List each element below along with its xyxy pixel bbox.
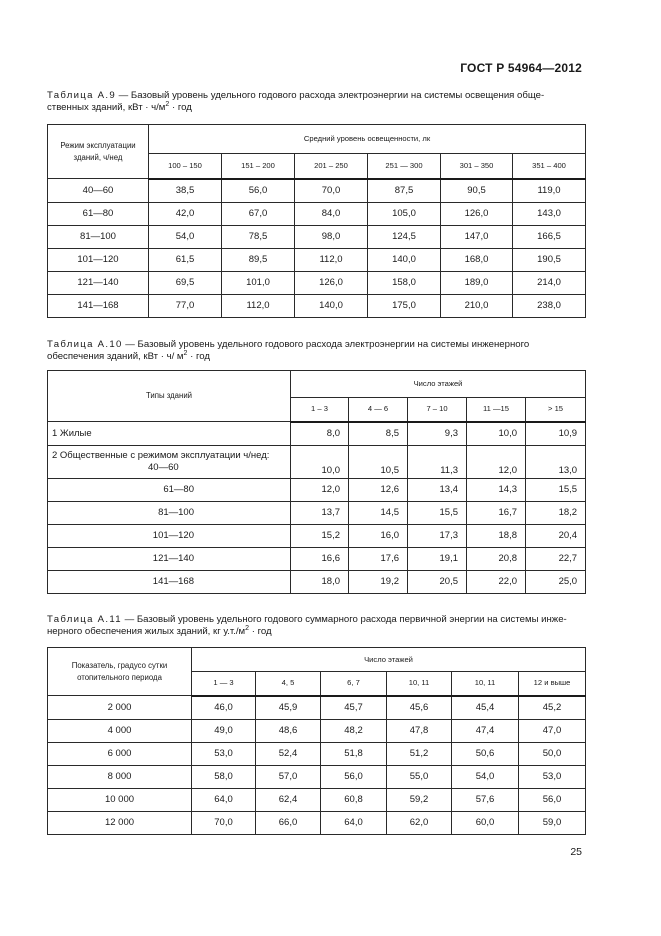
table-cell: 13,0 [526,445,586,478]
table-cell: 140,0 [368,248,441,271]
table-a9-caption [47,90,584,114]
table-cell: 70,0 [295,179,368,203]
table-cell: 19,1 [408,547,467,570]
table-cell: 18,8 [467,524,526,547]
table-cell: 54,0 [452,765,519,788]
table-cell: 56,0 [222,179,295,203]
table-cell: 87,5 [368,179,441,203]
table-row [48,445,586,478]
table-a9-group-header: Средний уровень освещенности, лк [149,125,586,154]
table-a10-col-header: 7 – 10 [408,398,467,422]
table-cell: 8,0 [291,422,349,446]
table-cell: 8,5 [349,422,408,446]
table-cell: 14,3 [467,478,526,501]
table-row [48,225,586,248]
table-cell: 16,6 [291,547,349,570]
table-a10-label: Таблица А.10 [47,339,123,350]
table-a9-col-header: 151 – 200 [222,154,295,179]
table-a11-title: — Базовый уровень удельного годового суммарного расхода первичной энергии на системы инже- [121,614,567,625]
table-cell: 12,0 [467,445,526,478]
table-cell: 16,7 [467,501,526,524]
table-cell: 56,0 [321,765,387,788]
table-cell: 12,0 [291,478,349,501]
table-cell: 45,9 [256,696,321,720]
table-cell: 47,0 [519,719,586,742]
table-row [48,271,586,294]
table-a10-col-header: 1 – 3 [291,398,349,422]
table-cell: 168,0 [441,248,513,271]
row-label: 2 000 [48,696,192,720]
row-label: 40—60 [48,179,149,203]
table-cell: 10,0 [467,422,526,446]
table-cell: 38,5 [149,179,222,203]
row-label: 141—168 [48,570,291,593]
table-a10-title: — Базовый уровень удельного годового расхода электроэнергии на системы инженерного [122,339,530,350]
table-row [48,788,586,811]
table-row [48,202,586,225]
table-cell: 10,9 [526,422,586,446]
table-a11 [47,647,586,835]
page-number: 25 [570,846,582,858]
table-cell: 64,0 [192,788,256,811]
table-cell: 9,3 [408,422,467,446]
table-a11-col-header: 12 и выше [519,672,586,696]
table-cell: 15,2 [291,524,349,547]
table-row [48,547,586,570]
table-cell: 15,5 [526,478,586,501]
table-a9-units: ственных зданий, кВт · ч/м [47,102,166,113]
table-cell: 140,0 [295,294,368,317]
table-cell: 19,2 [349,570,408,593]
table-cell: 53,0 [192,742,256,765]
table-cell: 52,4 [256,742,321,765]
table-cell: 70,0 [192,811,256,834]
public-buildings-heading: 2 Общественные с режимом эксплуатации ч/нед: [52,449,270,461]
table-a10-units-tail: · год [187,351,210,362]
table-cell: 42,0 [149,202,222,225]
table-cell: 101,0 [222,271,295,294]
table-cell: 166,5 [513,225,586,248]
table-cell: 112,0 [222,294,295,317]
table-cell: 67,0 [222,202,295,225]
table-cell: 98,0 [295,225,368,248]
table-cell: 54,0 [149,225,222,248]
table-cell: 15,5 [408,501,467,524]
table-a9-col-header: 251 — 300 [368,154,441,179]
table-cell: 25,0 [526,570,586,593]
table-cell: 89,5 [222,248,295,271]
table-cell: 124,5 [368,225,441,248]
table-a11-units-tail: · год [249,626,272,637]
table-cell: 20,4 [526,524,586,547]
table-cell: 11,3 [408,445,467,478]
table-cell: 90,5 [441,179,513,203]
table-row [48,570,586,593]
table-a11-units: нерного обеспечения жилых зданий, кг у.т./м [47,626,246,637]
table-a9-label: Таблица А.9 [47,90,116,101]
table-cell: 22,7 [526,547,586,570]
table-cell: 119,0 [513,179,586,203]
table-cell: 10,0 [291,445,349,478]
table-a10-col-header: 11 —15 [467,398,526,422]
table-a9 [47,124,586,318]
table-cell: 84,0 [295,202,368,225]
table-cell: 126,0 [295,271,368,294]
table-cell: 56,0 [519,788,586,811]
table-a11-col-header: 10, 11 [452,672,519,696]
table-cell: 69,5 [149,271,222,294]
table-a11-col-header: 10, 11 [387,672,452,696]
row-label: 121—140 [48,547,291,570]
table-row [48,248,586,271]
table-a10-caption [47,339,584,363]
table-a11-caption [47,614,584,638]
table-cell: 45,7 [321,696,387,720]
row-label: 1 Жилые [48,422,291,446]
table-cell: 58,0 [192,765,256,788]
table-cell: 47,8 [387,719,452,742]
row-label: 81—100 [48,501,291,524]
table-cell: 190,5 [513,248,586,271]
table-a9-units-tail: · год [169,102,192,113]
table-cell: 18,0 [291,570,349,593]
table-cell: 57,0 [256,765,321,788]
table-cell: 45,2 [519,696,586,720]
row-label: 101—120 [48,248,149,271]
table-a9-col-header: 301 – 350 [441,154,513,179]
row-label: 81—100 [48,225,149,248]
table-cell: 126,0 [441,202,513,225]
table-cell: 18,2 [526,501,586,524]
table-cell: 158,0 [368,271,441,294]
table-cell: 53,0 [519,765,586,788]
table-a10-units-sup: 2 [183,350,188,357]
table-cell: 238,0 [513,294,586,317]
table-row [48,179,586,203]
table-cell: 48,6 [256,719,321,742]
table-row [48,696,586,720]
table-cell: 62,4 [256,788,321,811]
table-cell: 55,0 [387,765,452,788]
table-cell: 45,6 [387,696,452,720]
table-a10-units: обеспечения зданий, кВт · ч/ м [47,351,184,362]
table-a10-row-residential [48,422,586,446]
table-a11-group-header: Число этажей [192,648,586,672]
table-a10-row-header: Типы зданий [48,371,291,422]
table-a9-col-header: 201 – 250 [295,154,368,179]
row-label-group [48,445,291,478]
row-label: 6 000 [48,742,192,765]
table-cell: 62,0 [387,811,452,834]
table-row [48,294,586,317]
row-label: 61—80 [48,478,291,501]
table-cell: 17,3 [408,524,467,547]
table-a10-col-header: > 15 [526,398,586,422]
table-row [48,478,586,501]
table-a11-row-header: Показатель, градусо сутки отопительного периода [48,648,192,696]
table-cell: 22,0 [467,570,526,593]
table-cell: 64,0 [321,811,387,834]
table-cell: 143,0 [513,202,586,225]
table-cell: 59,0 [519,811,586,834]
table-cell: 14,5 [349,501,408,524]
table-a11-col-header: 1 — 3 [192,672,256,696]
row-label: 12 000 [48,811,192,834]
row-label: 121—140 [48,271,149,294]
table-a10-col-header: 4 — 6 [349,398,408,422]
table-row [48,501,586,524]
table-cell: 147,0 [441,225,513,248]
row-label: 61—80 [48,202,149,225]
table-a9-row-header: Режим эксплуатации зданий, ч/нед [48,125,149,179]
table-cell: 189,0 [441,271,513,294]
table-cell: 60,8 [321,788,387,811]
table-cell: 46,0 [192,696,256,720]
row-label: 141—168 [48,294,149,317]
table-cell: 50,6 [452,742,519,765]
table-cell: 45,4 [452,696,519,720]
document-standard-number: ГОСТ Р 54964—2012 [460,61,582,75]
table-cell: 175,0 [368,294,441,317]
table-row [48,811,586,834]
table-a9-title: — Базовый уровень удельного годового расхода электроэнергии на системы освещения обще- [115,90,545,101]
table-a9-units-sup: 2 [165,101,170,108]
table-a9-col-header: 351 – 400 [513,154,586,179]
table-cell: 50,0 [519,742,586,765]
table-a11-col-header: 4, 5 [256,672,321,696]
table-cell: 48,2 [321,719,387,742]
row-label: 10 000 [48,788,192,811]
table-cell: 112,0 [295,248,368,271]
table-cell: 13,4 [408,478,467,501]
table-cell: 60,0 [452,811,519,834]
table-cell: 61,5 [149,248,222,271]
table-a9-col-header: 100 – 150 [149,154,222,179]
table-cell: 51,2 [387,742,452,765]
table-row [48,524,586,547]
table-row [48,719,586,742]
table-cell: 47,4 [452,719,519,742]
row-label: 4 000 [48,719,192,742]
table-cell: 66,0 [256,811,321,834]
table-a10 [47,370,586,594]
table-cell: 20,5 [408,570,467,593]
table-a11-col-header: 6, 7 [321,672,387,696]
table-cell: 17,6 [349,547,408,570]
table-cell: 13,7 [291,501,349,524]
table-cell: 57,6 [452,788,519,811]
table-row [48,742,586,765]
table-cell: 16,0 [349,524,408,547]
row-label: 40—60 [148,461,179,473]
table-cell: 51,8 [321,742,387,765]
table-cell: 12,6 [349,478,408,501]
table-cell: 214,0 [513,271,586,294]
row-label: 101—120 [48,524,291,547]
table-row [48,765,586,788]
table-cell: 77,0 [149,294,222,317]
table-cell: 59,2 [387,788,452,811]
table-cell: 20,8 [467,547,526,570]
table-cell: 78,5 [222,225,295,248]
table-a11-units-sup: 2 [245,625,250,632]
table-a10-group-header: Число этажей [291,371,586,398]
table-a11-label: Таблица А.11 [47,614,122,625]
row-label: 8 000 [48,765,192,788]
table-cell: 10,5 [349,445,408,478]
table-cell: 105,0 [368,202,441,225]
table-cell: 49,0 [192,719,256,742]
table-cell: 210,0 [441,294,513,317]
